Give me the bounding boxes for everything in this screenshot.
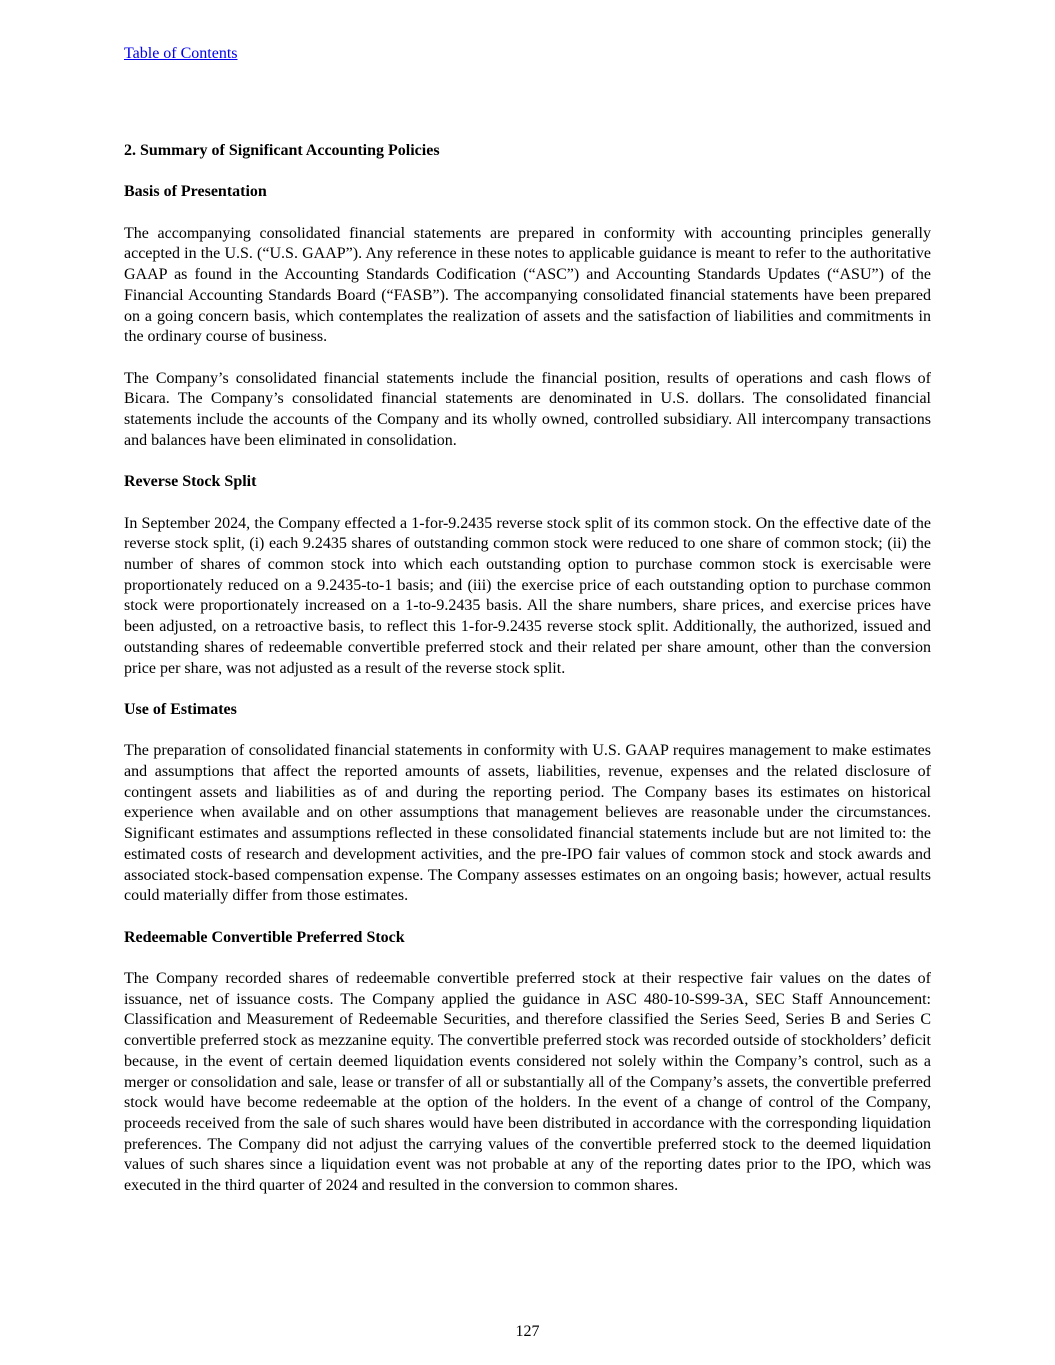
basis-of-presentation-heading: Basis of Presentation: [124, 183, 267, 201]
document-body: [124, 141, 931, 1217]
use-of-estimates-paragraph: The preparation of consolidated financial statements in conformity with U.S. GAAP requires management to make estimates and assumptions that affect the reported amounts of assets, liabilities, revenue, expenses and the related disclosure of contingent assets and liabilities as of and during the reporting period. The Company bases its estimates on historical experience when available and on other assumptions that management believes are reasonable under the circumstances. Significant estimates and assumptions reflected in these consolidated financial statements include but are not limited to: the estimated costs of research and development activities, and the pre-IPO fair values of common stock and stock awards and associated stock-based compensation expense. The Company assesses estimates on an ongoing basis; however, actual results could materially differ from those estimates.: [124, 742, 931, 905]
preferred-stock-heading: Redeemable Convertible Preferred Stock: [124, 928, 405, 946]
page-number: 127: [515, 1323, 540, 1340]
use-of-estimates-heading: Use of Estimates: [124, 700, 237, 718]
reverse-stock-split-heading: Reverse Stock Split: [124, 473, 257, 491]
reverse-stock-split-paragraph: In September 2024, the Company effected a 1-for-9.2435 reverse stock split of its common stock. On the effective date of the reverse stock split, (i) each 9.2435 shares of outstanding common stock were reduced to one share of common stock; (ii) the number of shares of common stock into which each outstanding option to purchase common stock is exercisable were proportionately reduced on a 9.2435-to-1 basis; and (iii) the exercise price of each outstanding option to purchase common stock were proportionately increased on a 1-to-9.2435 basis. All the share numbers, share prices, and exercise prices have been adjusted, on a retroactive basis, to reflect this 1-for-9.2435 reverse stock split. Additionally, the authorized, issued and outstanding shares of redeemable convertible preferred stock and their related per share amount, other than the conversion price per share, was not adjusted as a result of the reverse stock split.: [124, 514, 931, 677]
basis-of-presentation-paragraph-2: The Company’s consolidated financial statements include the financial position, results of operations and cash flows of Bicara. The Company’s consolidated financial statements are denominated in U.S. dollars. The consolidated financial statements include the accounts of the Company and its wholly owned, controlled subsidiary. All intercompany transactions and balances have been eliminated in consolidation.: [124, 369, 931, 449]
basis-of-presentation-paragraph-1: The accompanying consolidated financial statements are prepared in conformity with accounting principles generally accepted in the U.S. (“U.S. GAAP”). Any reference in these notes to applicable guidance is meant to refer to the authoritative GAAP as found in the Accounting Standards Codification (“ASC”) and Accounting Standards Updates (“ASU”) of the Financial Accounting Standards Board (“FASB”). The accompanying consolidated financial statements have been prepared on a going concern basis, which contemplates the realization of assets and the satisfaction of liabilities and commitments in the ordinary course of business.: [124, 224, 931, 346]
table-of-contents-link[interactable]: Table of Contents: [124, 45, 238, 62]
preferred-stock-paragraph: The Company recorded shares of redeemable convertible preferred stock at their respective fair values on the dates of issuance, net of issuance costs. The Company applied the guidance in ASC 480-10-S99-3A, SEC Staff Announcement: Classification and Measurement of Redeemable Securities, and therefore classified the Series Seed, Series B and Series C convertible preferred stock as mezzanine equity. The convertible preferred stock was recorded outside of stockholders’ deficit because, in the event of certain deemed liquidation events considered not solely within the Company’s control, such as a merger or consolidation and sale, lease or transfer of all or substantially all of the Company’s assets, the convertible preferred stock would have become redeemable at the option of the holders. In the event of a change of control of the Company, proceeds received from the sale of such shares would have been distributed in accordance with the corresponding liquidation preferences. The Company did not adjust the carrying values of the convertible preferred stock to the deemed liquidation values of such shares since a liquidation event was not probable at any of the reporting dates prior to the IPO, which was executed in the third quarter of 2024 and resulted in the conversion to common shares.: [124, 969, 931, 1195]
section-title: 2. Summary of Significant Accounting Policies: [124, 142, 440, 159]
